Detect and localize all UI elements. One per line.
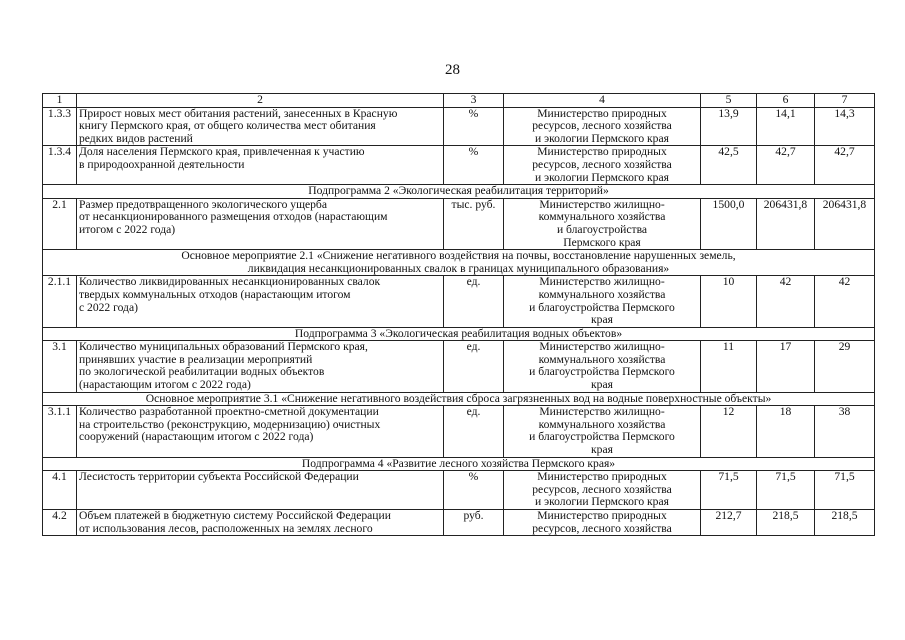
responsible-body-line: Министерство жилищно- bbox=[539, 275, 665, 289]
responsible-body bbox=[504, 146, 701, 185]
section-title bbox=[43, 327, 875, 341]
responsible-body-line: ресурсов, лесного хозяйства bbox=[532, 482, 672, 496]
unit: руб. bbox=[444, 510, 504, 536]
section-title bbox=[43, 457, 875, 471]
value-col-6: 71,5 bbox=[757, 471, 815, 510]
row-number: 4.1 bbox=[43, 471, 77, 510]
indicator-name-line: Количество ликвидированных несанкционированных свалок bbox=[79, 275, 381, 289]
row-number: 1.3.3 bbox=[43, 107, 77, 146]
indicator-name bbox=[77, 341, 444, 392]
page-number: 28 bbox=[445, 62, 460, 78]
responsible-body bbox=[504, 107, 701, 146]
responsible-body-line: и благоустройства Пермского bbox=[529, 365, 675, 379]
value-col-5: 11 bbox=[701, 341, 757, 392]
section-title bbox=[43, 250, 875, 276]
value-col-7: 42 bbox=[815, 276, 875, 327]
responsible-body bbox=[504, 276, 701, 327]
row-number: 2.1.1 bbox=[43, 276, 77, 327]
unit: ед. bbox=[444, 276, 504, 327]
table-row bbox=[43, 341, 875, 392]
responsible-body-line: Министерство природных bbox=[537, 107, 667, 120]
indicator-name-line: от несанкционированного размещения отходов (нарастающим bbox=[79, 210, 388, 224]
table-row bbox=[43, 510, 875, 536]
responsible-body-line: и благоустройства bbox=[556, 222, 648, 236]
responsible-body-line: края bbox=[591, 378, 613, 392]
indicator-name-line: от использования лесов, расположенных на землях лесного bbox=[79, 521, 373, 535]
responsible-body-line: края bbox=[591, 443, 613, 457]
value-col-7: 206431,8 bbox=[815, 198, 875, 249]
value-col-7: 29 bbox=[815, 341, 875, 392]
responsible-body-line: и экологии Пермского края bbox=[535, 495, 669, 509]
table-row bbox=[43, 276, 875, 327]
responsible-body-line: Пермского края bbox=[563, 235, 641, 249]
value-col-7: 14,3 bbox=[815, 107, 875, 146]
indicator-name-line: итогом с 2022 года) bbox=[79, 222, 176, 236]
value-col-5: 212,7 bbox=[701, 510, 757, 536]
indicator-name-line: твердых коммунальных отходов (нарастающим итогом bbox=[79, 287, 351, 301]
indicator-name-line: Прирост новых мест обитания растений, занесенных в Красную bbox=[79, 107, 398, 120]
value-col-5: 13,9 bbox=[701, 107, 757, 146]
indicator-name bbox=[77, 276, 444, 327]
section-row bbox=[43, 185, 875, 199]
responsible-body-line: ресурсов, лесного хозяйства bbox=[532, 157, 672, 171]
responsible-body bbox=[504, 341, 701, 392]
responsible-body-line: Министерство природных bbox=[537, 145, 667, 159]
section-title-line: Подпрограмма 3 «Экологическая реабилитация водных объектов» bbox=[294, 327, 623, 340]
indicator-name-line: (нарастающим итогом с 2022 года) bbox=[79, 378, 251, 392]
table-row bbox=[43, 107, 875, 146]
unit: % bbox=[444, 471, 504, 510]
indicator-name-line: на строительство (реконструкцию, модернизацию) очистных bbox=[79, 417, 381, 431]
responsible-body bbox=[504, 406, 701, 457]
indicator-name bbox=[77, 406, 444, 457]
indicator-name-line: Доля населения Пермского края, привлеченная к участию bbox=[79, 145, 365, 159]
indicator-name-line: с 2022 года) bbox=[79, 300, 138, 314]
column-header: 5 bbox=[701, 94, 757, 108]
indicator-name-line: в природоохранной деятельности bbox=[79, 157, 245, 171]
column-header: 1 bbox=[43, 94, 77, 108]
value-col-7: 38 bbox=[815, 406, 875, 457]
value-col-6: 17 bbox=[757, 341, 815, 392]
responsible-body-line: Министерство жилищно- bbox=[539, 405, 665, 419]
section-title-line: Подпрограмма 4 «Развитие лесного хозяйства Пермского края» bbox=[301, 457, 616, 470]
responsible-body-line: коммунального хозяйства bbox=[538, 287, 666, 301]
value-col-7: 42,7 bbox=[815, 146, 875, 185]
indicators-table bbox=[42, 93, 875, 536]
value-col-7: 218,5 bbox=[815, 510, 875, 536]
section-title-line: ликвидация несанкционированных свалок в границах муниципального образования» bbox=[247, 261, 670, 275]
responsible-body-line: Министерство жилищно- bbox=[539, 198, 665, 211]
value-col-6: 218,5 bbox=[757, 510, 815, 536]
responsible-body-line: Министерство природных bbox=[537, 470, 667, 484]
section-row bbox=[43, 457, 875, 471]
responsible-body-line: коммунального хозяйства bbox=[538, 417, 666, 431]
indicator-name bbox=[77, 107, 444, 146]
unit: ед. bbox=[444, 406, 504, 457]
row-number: 4.2 bbox=[43, 510, 77, 536]
responsible-body-line: коммунального хозяйства bbox=[538, 210, 666, 224]
responsible-body-line: Министерство природных bbox=[537, 509, 667, 522]
value-col-6: 42,7 bbox=[757, 146, 815, 185]
indicator-name-line: Количество разработанной проектно-сметной документации bbox=[79, 405, 379, 419]
indicator-name-line: редких видов растений bbox=[79, 131, 193, 145]
row-number: 2.1 bbox=[43, 198, 77, 249]
row-number: 3.1 bbox=[43, 341, 77, 392]
value-col-6: 206431,8 bbox=[757, 198, 815, 249]
responsible-body-line: ресурсов, лесного хозяйства bbox=[532, 119, 672, 133]
unit: % bbox=[444, 107, 504, 146]
value-col-6: 42 bbox=[757, 276, 815, 327]
indicator-name-line: книгу Пермского края, от общего количества мест обитания bbox=[79, 119, 376, 133]
unit: ед. bbox=[444, 341, 504, 392]
indicator-name bbox=[77, 471, 444, 510]
section-row bbox=[43, 250, 875, 276]
responsible-body-line: и экологии Пермского края bbox=[535, 131, 669, 145]
unit: тыс. руб. bbox=[444, 198, 504, 249]
section-row bbox=[43, 392, 875, 406]
responsible-body-line: коммунального хозяйства bbox=[538, 352, 666, 366]
responsible-body-line: края bbox=[591, 313, 613, 327]
section-title-line: Подпрограмма 2 «Экологическая реабилитация территорий» bbox=[308, 184, 609, 198]
value-col-6: 18 bbox=[757, 406, 815, 457]
value-col-5: 12 bbox=[701, 406, 757, 457]
value-col-5: 71,5 bbox=[701, 471, 757, 510]
responsible-body bbox=[504, 510, 701, 536]
indicator-name bbox=[77, 510, 444, 536]
section-title-line: Основное мероприятие 3.1 «Снижение негативного воздействия сброса загрязненных вод на водные поверхностные объекты» bbox=[145, 392, 772, 405]
section-title bbox=[43, 185, 875, 199]
value-col-6: 14,1 bbox=[757, 107, 815, 146]
indicator-name-line: Размер предотвращенного экологического ущерба bbox=[79, 198, 327, 211]
table-row bbox=[43, 198, 875, 249]
indicator-name-line: Лесистость территории субъекта Российской Федерации bbox=[79, 470, 359, 484]
column-header: 2 bbox=[77, 94, 444, 108]
table-row bbox=[43, 406, 875, 457]
value-col-5: 42,5 bbox=[701, 146, 757, 185]
indicator-name-line: по экологической реабилитации водных объектов bbox=[79, 365, 325, 379]
value-col-5: 1500,0 bbox=[701, 198, 757, 249]
row-number: 1.3.4 bbox=[43, 146, 77, 185]
responsible-body-line: ресурсов, лесного хозяйства bbox=[532, 521, 672, 535]
responsible-body bbox=[504, 198, 701, 249]
column-header: 7 bbox=[815, 94, 875, 108]
value-col-5: 10 bbox=[701, 276, 757, 327]
responsible-body-line: и экологии Пермского края bbox=[535, 170, 669, 184]
responsible-body bbox=[504, 471, 701, 510]
value-col-7: 71,5 bbox=[815, 471, 875, 510]
section-title-line: Основное мероприятие 2.1 «Снижение негативного воздействия на почвы, восстановление нарушенных земель, bbox=[181, 249, 736, 263]
column-header: 4 bbox=[504, 94, 701, 108]
table-row bbox=[43, 471, 875, 510]
unit: % bbox=[444, 146, 504, 185]
indicator-name-line: Объем платежей в бюджетную систему Российской Федерации bbox=[79, 509, 391, 522]
indicator-name bbox=[77, 198, 444, 249]
indicator-name-line: сооружений (нарастающим итогом с 2022 года) bbox=[79, 430, 314, 444]
row-number: 3.1.1 bbox=[43, 406, 77, 457]
responsible-body-line: Министерство жилищно- bbox=[539, 340, 665, 354]
column-header: 6 bbox=[757, 94, 815, 108]
column-header: 3 bbox=[444, 94, 504, 108]
table-body bbox=[43, 94, 875, 536]
table-row bbox=[43, 146, 875, 185]
responsible-body-line: и благоустройства Пермского bbox=[529, 300, 675, 314]
indicator-name-line: принявших участие в реализации мероприятий bbox=[79, 352, 313, 366]
indicator-name bbox=[77, 146, 444, 185]
column-header-row bbox=[43, 94, 875, 108]
section-title bbox=[43, 392, 875, 406]
indicator-name-line: Количество муниципальных образований Пермского края, bbox=[79, 340, 368, 354]
section-row bbox=[43, 327, 875, 341]
responsible-body-line: и благоустройства Пермского bbox=[529, 430, 675, 444]
